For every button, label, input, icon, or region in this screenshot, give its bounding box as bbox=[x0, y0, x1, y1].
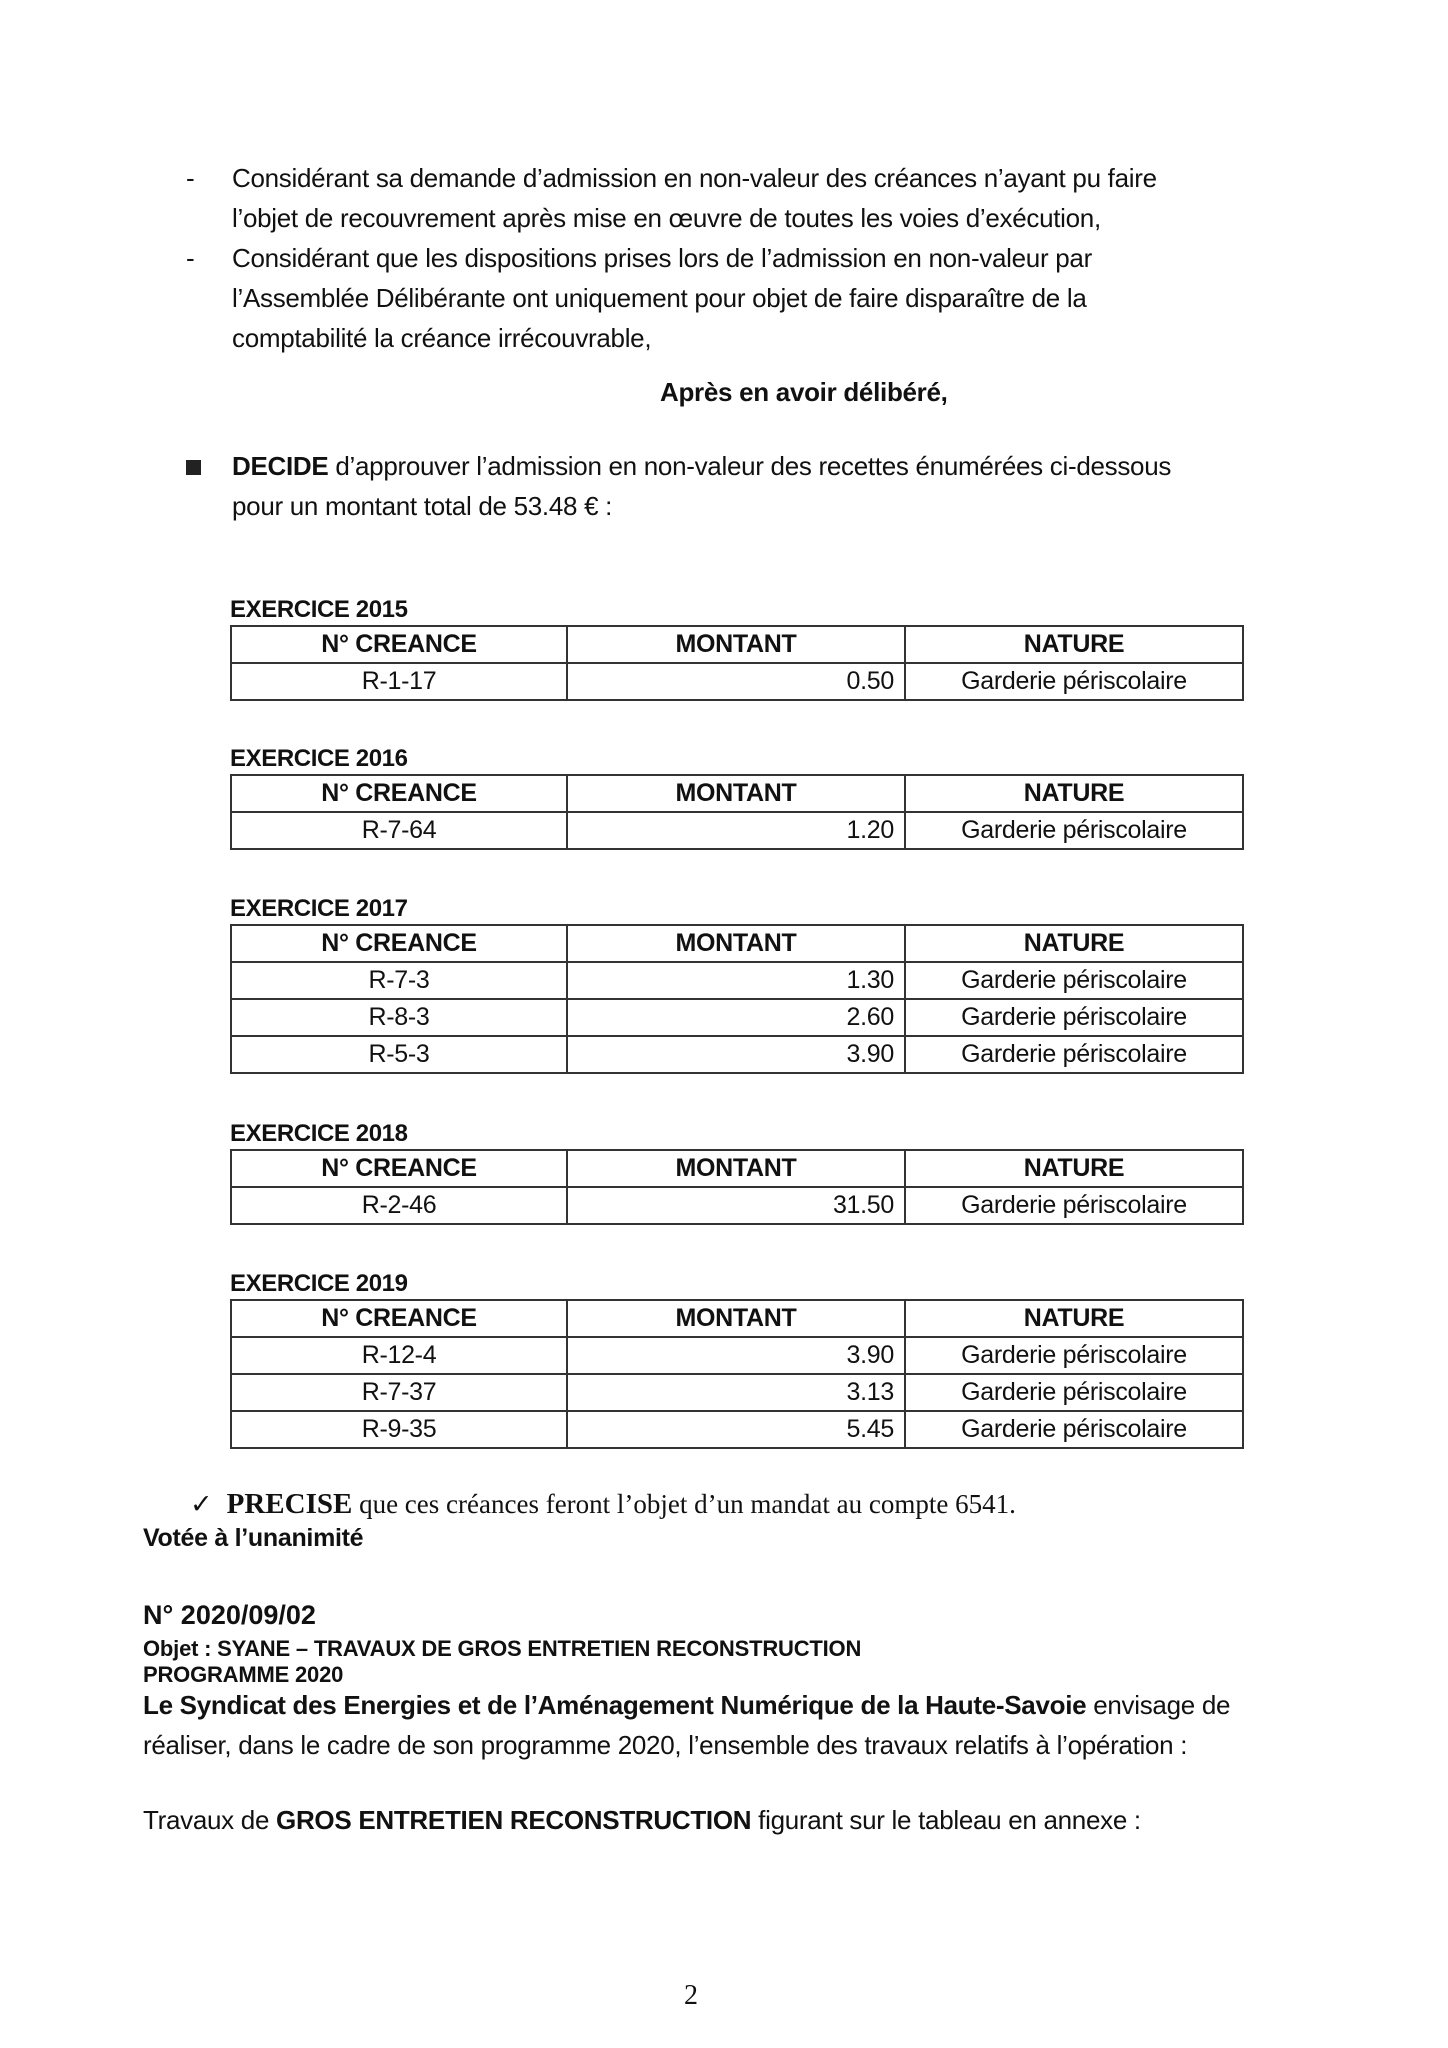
cell-creance: R-5-3 bbox=[231, 1036, 567, 1073]
cell-nature: Garderie périscolaire bbox=[905, 812, 1243, 849]
exercise-2019 bbox=[230, 1270, 1242, 1449]
creance-table bbox=[230, 1149, 1244, 1225]
travaux-paragraph bbox=[143, 1800, 1141, 1840]
decide-paragraph bbox=[186, 446, 1292, 526]
consideration-line: Considérant sa demande d’admission en non-valeur des créances n’ayant pu faire bbox=[232, 163, 1157, 193]
deliberation-number: N° 2020/09/02 bbox=[143, 1600, 316, 1630]
header-montant: MONTANT bbox=[567, 1150, 905, 1187]
cell-creance: R-7-37 bbox=[231, 1374, 567, 1411]
cell-creance: R-9-35 bbox=[231, 1411, 567, 1448]
vote-result: Votée à l’unanimité bbox=[143, 1524, 364, 1552]
creance-table bbox=[230, 924, 1244, 1074]
table-header-row bbox=[231, 1300, 1243, 1337]
exercise-2015 bbox=[230, 596, 1242, 701]
precise-paragraph bbox=[190, 1488, 1016, 1521]
cell-nature: Garderie périscolaire bbox=[905, 1411, 1243, 1448]
cell-montant: 5.45 bbox=[567, 1411, 905, 1448]
exercise-title: EXERCICE 2018 bbox=[230, 1120, 408, 1147]
cell-montant: 3.13 bbox=[567, 1374, 905, 1411]
consideration-line: comptabilité la créance irrécouvrable, bbox=[232, 323, 652, 353]
cell-nature: Garderie périscolaire bbox=[905, 1374, 1243, 1411]
table-header-row bbox=[231, 925, 1243, 962]
header-creance: N° CREANCE bbox=[231, 925, 567, 962]
header-montant: MONTANT bbox=[567, 1300, 905, 1337]
decide-total: pour un montant total de 53.48 € : bbox=[232, 491, 613, 521]
deliberation-heading: Après en avoir délibéré, bbox=[660, 377, 948, 407]
page-number: 2 bbox=[684, 1980, 698, 2011]
table-row bbox=[231, 1411, 1243, 1448]
cell-nature: Garderie périscolaire bbox=[905, 1337, 1243, 1374]
table-header-row bbox=[231, 1150, 1243, 1187]
header-montant: MONTANT bbox=[567, 775, 905, 812]
cell-nature: Garderie périscolaire bbox=[905, 999, 1243, 1036]
cell-creance: R-7-3 bbox=[231, 962, 567, 999]
exercise-2018 bbox=[230, 1120, 1242, 1225]
table-header-row bbox=[231, 626, 1243, 663]
cell-creance: R-12-4 bbox=[231, 1337, 567, 1374]
syndicat-paragraph bbox=[143, 1685, 1273, 1765]
cell-montant: 3.90 bbox=[567, 1036, 905, 1073]
table-row bbox=[231, 962, 1243, 999]
header-montant: MONTANT bbox=[567, 626, 905, 663]
table-row bbox=[231, 812, 1243, 849]
travaux-bold: GROS ENTRETIEN RECONSTRUCTION bbox=[276, 1805, 752, 1835]
cell-montant: 2.60 bbox=[567, 999, 905, 1036]
header-nature: NATURE bbox=[905, 775, 1243, 812]
syndicat-name: Le Syndicat des Energies et de l’Aménagement Numérique de la Haute-Savoie bbox=[143, 1690, 1087, 1720]
objet-line: PROGRAMME 2020 bbox=[143, 1662, 344, 1687]
header-nature: NATURE bbox=[905, 1150, 1243, 1187]
cell-nature: Garderie périscolaire bbox=[905, 962, 1243, 999]
header-creance: N° CREANCE bbox=[231, 626, 567, 663]
cell-creance: R-2-46 bbox=[231, 1187, 567, 1224]
table-row bbox=[231, 663, 1243, 700]
header-nature: NATURE bbox=[905, 626, 1243, 663]
cell-creance: R-8-3 bbox=[231, 999, 567, 1036]
header-nature: NATURE bbox=[905, 925, 1243, 962]
table-row bbox=[231, 1187, 1243, 1224]
travaux-prefix: Travaux de bbox=[143, 1805, 277, 1835]
cell-montant: 0.50 bbox=[567, 663, 905, 700]
header-nature: NATURE bbox=[905, 1300, 1243, 1337]
table-header-row bbox=[231, 775, 1243, 812]
square-bullet-icon bbox=[186, 460, 201, 475]
precise-text: que ces créances feront l’objet d’un mandat au compte 6541. bbox=[352, 1489, 1016, 1519]
exercise-title: EXERCICE 2016 bbox=[230, 745, 408, 772]
cell-montant: 1.30 bbox=[567, 962, 905, 999]
cell-nature: Garderie périscolaire bbox=[905, 1187, 1243, 1224]
exercise-title: EXERCICE 2017 bbox=[230, 895, 408, 922]
header-creance: N° CREANCE bbox=[231, 1150, 567, 1187]
creance-table bbox=[230, 625, 1244, 701]
decide-keyword: DECIDE bbox=[232, 451, 329, 481]
exercise-title: EXERCICE 2019 bbox=[230, 1270, 408, 1297]
consideration-item bbox=[186, 158, 1186, 238]
consideration-item bbox=[186, 238, 1186, 358]
cell-creance: R-1-17 bbox=[231, 663, 567, 700]
consideration-line: l’Assemblée Délibérante ont uniquement pour objet de faire disparaître de la bbox=[232, 283, 1087, 313]
objet-heading bbox=[143, 1636, 861, 1688]
precise-keyword: PRECISE bbox=[226, 1488, 353, 1520]
header-montant: MONTANT bbox=[567, 925, 905, 962]
considerations-list bbox=[186, 158, 1186, 358]
cell-montant: 3.90 bbox=[567, 1337, 905, 1374]
exercise-2016 bbox=[230, 745, 1242, 850]
creance-table bbox=[230, 774, 1244, 850]
table-row bbox=[231, 1337, 1243, 1374]
checkmark-icon: ✓ bbox=[190, 1489, 213, 1519]
objet-line: Objet : SYANE – TRAVAUX DE GROS ENTRETIEN RECONSTRUCTION bbox=[143, 1636, 862, 1661]
cell-creance: R-7-64 bbox=[231, 812, 567, 849]
creance-table bbox=[230, 1299, 1244, 1449]
syndicat-text: envisage de réaliser, dans le cadre de son programme 2020, l’ensemble des travaux relatifs à l’opération : bbox=[143, 1690, 1231, 1760]
table-row bbox=[231, 1036, 1243, 1073]
decide-text: d’approuver l’admission en non-valeur des recettes énumérées ci-dessous bbox=[328, 451, 1172, 481]
cell-nature: Garderie périscolaire bbox=[905, 1036, 1243, 1073]
table-row bbox=[231, 999, 1243, 1036]
exercise-title: EXERCICE 2015 bbox=[230, 596, 408, 623]
cell-nature: Garderie périscolaire bbox=[905, 663, 1243, 700]
dash-marker: - bbox=[186, 163, 195, 193]
dash-marker: - bbox=[186, 243, 195, 273]
exercise-2017 bbox=[230, 895, 1242, 1074]
table-row bbox=[231, 1374, 1243, 1411]
consideration-line: Considérant que les dispositions prises lors de l’admission en non-valeur par bbox=[232, 243, 1092, 273]
header-creance: N° CREANCE bbox=[231, 1300, 567, 1337]
consideration-line: l’objet de recouvrement après mise en œuvre de toutes les voies d’exécution, bbox=[232, 203, 1101, 233]
header-creance: N° CREANCE bbox=[231, 775, 567, 812]
cell-montant: 31.50 bbox=[567, 1187, 905, 1224]
cell-montant: 1.20 bbox=[567, 812, 905, 849]
travaux-suffix: figurant sur le tableau en annexe : bbox=[751, 1805, 1141, 1835]
